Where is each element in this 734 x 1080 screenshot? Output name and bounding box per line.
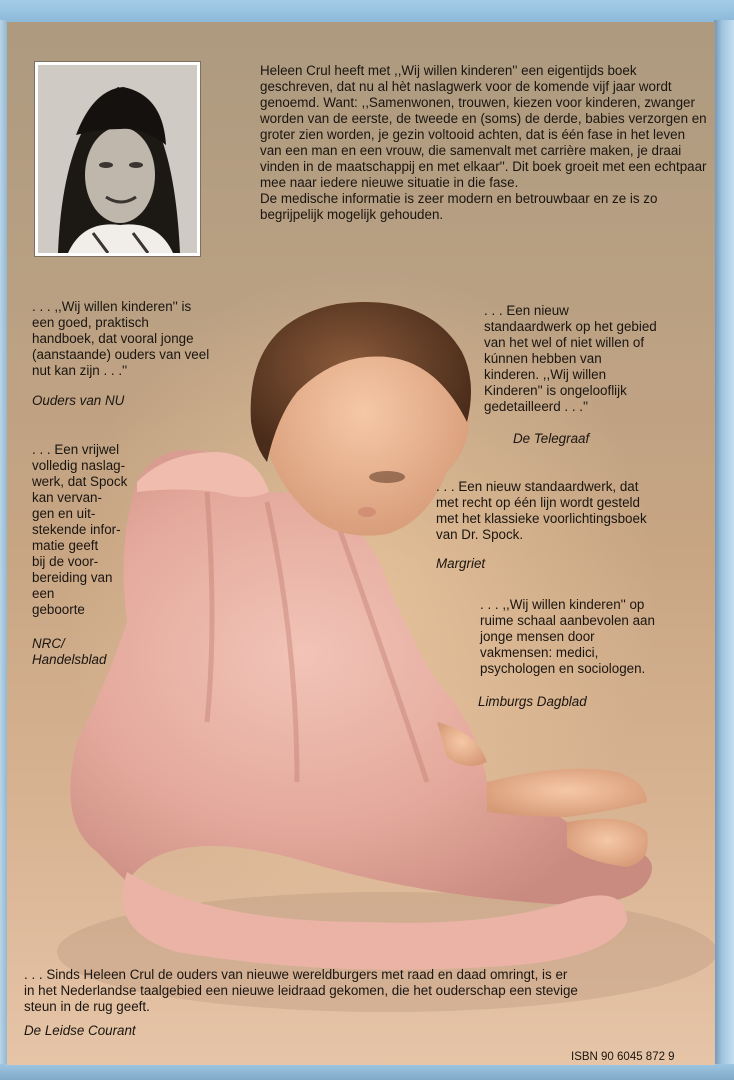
cover-edge-top xyxy=(0,0,734,24)
quote-source: Margriet xyxy=(436,556,486,571)
quote-limburgs-dagblad: . . . ,,Wij willen kinderen'' op ruime schaal aanbevolen aan jonge mensen door vakmensen: medici, psychologen en sociologen. xyxy=(480,597,655,676)
cover-edge-bottom xyxy=(0,1064,734,1080)
quote-ouders-van-nu: . . . ,,Wij willen kinderen'' is een goed, praktisch handboek, dat vooral jonge (aanstaande) ouders van veel nut kan zijn . . .'' xyxy=(32,299,210,378)
quote-source: De Telegraaf xyxy=(513,431,590,446)
author-photo xyxy=(35,62,200,256)
quote-leidse-courant: . . . Sinds Heleen Crul de ouders van nieuwe wereldburgers met raad en daad omringt, is er in het Nederlandse taalgebied een nieuwe leidraad gekomen, die het ouderschap een stevige steun in de rug geeft. xyxy=(24,967,578,1014)
quote-source: De Leidse Courant xyxy=(24,1023,136,1038)
back-cover xyxy=(7,22,715,1065)
quote-source: Ouders van NU xyxy=(32,393,125,408)
quote-margriet: . . . Een nieuw standaardwerk, dat met recht op één lijn wordt gesteld met het klassieke voorlichtingsboek van Dr. Spock. xyxy=(436,479,647,542)
quote-telegraaf: . . . Een nieuw standaardwerk op het gebied van het wel of niet willen of kúnnen hebben van kinderen. ,,Wij willen Kinderen'' is ongelooflijk gedetailleerd . . .'' xyxy=(484,303,657,414)
cover-edge-right xyxy=(714,20,734,1070)
quote-nrc-handelsblad: . . . Een vrijwel volledig naslag- werk, dat Spock kan vervan- gen en uit- stekende infor- matie geeft bij de voor- bereiding van een geboorte xyxy=(32,442,128,617)
quote-source: Limburgs Dagblad xyxy=(478,694,587,709)
intro-text: Heleen Crul heeft met ,,Wij willen kinderen'' een eigentijds boek geschreven, dat nu al hèt naslagwerk voor de komende vijf jaar wordt genoemd. Want: ,,Samenwonen, trouwen, kiezen voor kinderen, zwanger worden van de eerste, de tweede en (soms) de derde, babies verzorgen en groter zien worden, je gezin voltooid achten, dat is één fase in het leven van een man en een vrouw, die samenvalt met carrière maken, je draai vinden in de maatschappij en met elkaar''. Dit boek groeit met een echtpaar mee naar iedere nieuwe situatie in die fase. De medische informatie is zeer modern en betrouwbaar en ze is zo begrijpelijk mogelijk gehouden. xyxy=(260,63,707,222)
quote-source: NRC/ Handelsblad xyxy=(32,636,107,667)
isbn-number: ISBN 90 6045 872 9 xyxy=(571,1051,675,1063)
